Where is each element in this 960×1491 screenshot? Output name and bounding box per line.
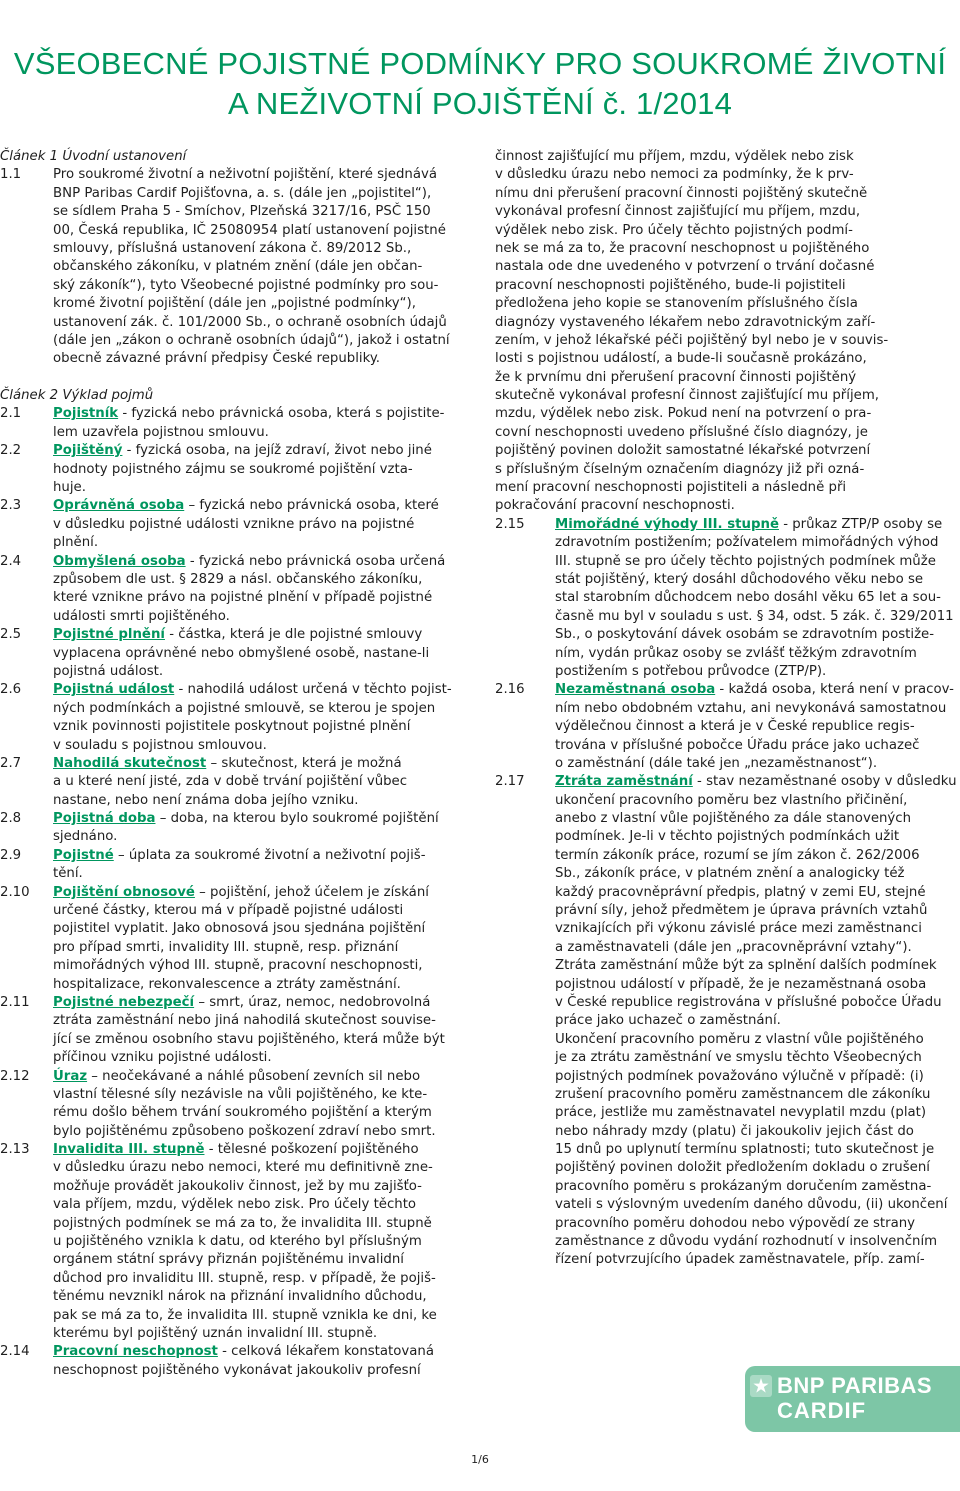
- definition-text: – pojištění, jehož účelem je získání: [194, 884, 429, 900]
- definition-line: [495, 516, 960, 534]
- paragraph-text: 00, Česká republika, IČ 25080954 platí ustanovení pojistné: [53, 222, 446, 238]
- definition-text: postižením s potřebou průvodce (ZTP/P).: [555, 663, 827, 679]
- definition-line: [495, 1233, 960, 1251]
- continued-line: s příslušným číselným označením diagnózy již při ozná-: [495, 461, 865, 477]
- definition-text: výdělečnou činnost a která je v České republice regis-: [555, 719, 915, 735]
- definition-text: - fyzická nebo právnická osoba určená: [185, 553, 446, 569]
- definition-text: - průkaz ZTP/P osoby se: [778, 516, 943, 532]
- definition-term: Pojištěný: [53, 443, 123, 459]
- definition-text: - fyzická osoba, na jejíž zdraví, život nebo jiné: [122, 443, 432, 459]
- definition-text: - nahodilá událost určená v těchto pojist-: [174, 682, 452, 698]
- definition-text: u pojištěného vznikla k datu, od kterého byl příslušným: [53, 1234, 422, 1250]
- definition-text: v souladu s pojistnou smlouvou.: [53, 737, 267, 753]
- definition-line: [495, 902, 960, 920]
- definition-text: ných podmínkách a pojistné smlouvě, se kterou je spojen: [53, 700, 436, 716]
- definition-line: [0, 479, 467, 497]
- paragraph-line: [0, 258, 467, 276]
- paragraph-text: se sídlem Praha 5 - Smíchov, Plzeňská 3217/16, PSČ 150: [53, 204, 431, 220]
- definition-text: – skutečnost, která je možná: [206, 755, 402, 771]
- definition-text: ztráta zaměstnání nebo jiná nahodilá skutečnost souvise-: [53, 1013, 436, 1029]
- definition-line: [0, 902, 467, 920]
- definition-line: [0, 424, 467, 442]
- definition-text: v České republice registrována v příslušné pobočce Úřadu: [555, 994, 942, 1010]
- definition-term: Invalidita III. stupně: [53, 1142, 205, 1158]
- definition-line: [0, 884, 467, 902]
- definition-text: Ztráta zaměstnání může být za splnění dalších podmínek: [555, 958, 937, 974]
- paragraph-line: [0, 295, 467, 313]
- definition-number: 2.9: [0, 847, 22, 863]
- definition-line: [495, 773, 960, 791]
- definition-text: práce, jestliže mu zaměstnavatel nevyplatil mzdu (plat): [555, 1105, 927, 1121]
- definition-line: [0, 1325, 467, 1343]
- document-title: [0, 44, 960, 124]
- definition-line: [495, 828, 960, 846]
- definition-text: pojištěný povinen doložit předložením dokladu o zrušení: [555, 1160, 930, 1176]
- definition-text: mimořádných výhod III. stupně, pracovní neschopnosti,: [53, 958, 423, 974]
- paragraph-line: [0, 203, 467, 221]
- definition-text: - částka, která je dle pojistné smlouvy: [164, 627, 423, 643]
- definition-line: [495, 589, 960, 607]
- definition-number: 2.17: [495, 774, 525, 790]
- definition-line: [0, 1049, 467, 1067]
- definition-text: pojistných podmínek považováno výlučně v případě: (i): [555, 1068, 924, 1084]
- article-1-heading: Článek 1 Úvodní ustanovení: [0, 149, 187, 164]
- spacer: [0, 369, 467, 387]
- definition-line: [495, 1012, 960, 1030]
- definition-text: Sb., o poskytování dávek osobám se zdravotním postiže-: [555, 627, 935, 643]
- definition-line: [0, 773, 467, 791]
- definition-line: [0, 442, 467, 460]
- article-2-heading: Článek 2 Výklad pojmů: [0, 388, 154, 404]
- definition-line: [0, 1233, 467, 1251]
- definition-line: [495, 847, 960, 865]
- definition-line: [0, 1251, 467, 1269]
- definition-line: [495, 1031, 960, 1049]
- definition-text: pojistnou událostí v případě, že je nezaměstnaná osoba: [555, 976, 927, 992]
- paragraph-text: (dále jen „zákon o ochraně osobních údajů“), jakož i ostatní: [53, 332, 450, 348]
- definition-line: [0, 792, 467, 810]
- definition-line: [495, 810, 960, 828]
- definition-line: [495, 1123, 960, 1141]
- definition-line: [495, 700, 960, 718]
- definition-line: [0, 1123, 467, 1141]
- definition-line: [495, 1141, 960, 1159]
- definition-text: huje.: [53, 480, 86, 496]
- definition-line: [495, 645, 960, 663]
- definition-line: [495, 957, 960, 975]
- definition-line: [495, 626, 960, 644]
- definition-line: [0, 1343, 467, 1361]
- definition-text: zrušení pracovního poměru zaměstnancem dle zákoníku: [555, 1086, 931, 1102]
- continued-line: pokračování pracovní neschopnosti.: [495, 498, 735, 514]
- definition-text: orgánem státní správy přiznán pojištěnému invalidní: [53, 1252, 404, 1268]
- paragraph-line: [0, 166, 467, 184]
- definition-line: [495, 1068, 960, 1086]
- definition-text: vznik povinnosti pojistitele poskytnout pojistné plnění: [53, 719, 411, 735]
- definition-line: [0, 405, 467, 423]
- definition-number: 2.6: [0, 682, 22, 698]
- definition-line: [495, 1215, 960, 1233]
- definition-number: 2.10: [0, 884, 30, 900]
- continued-line: mzdu, výdělek nebo zisk. Pokud není na potvrzení o pra-: [495, 406, 872, 422]
- definition-term: Úraz: [53, 1068, 88, 1084]
- definition-line: [0, 994, 467, 1012]
- definition-text: o zaměstnání (dále také jen „nezaměstnanost“).: [555, 755, 878, 771]
- definition-text: 15 dnů po uplynutí termínu splatnosti; tuto skutečnost je: [555, 1142, 935, 1158]
- definition-text: důchod pro invaliditu III. stupně, resp. v případě, že pojiš-: [53, 1270, 436, 1286]
- star-logo-icon: [750, 1375, 772, 1397]
- document-title-line-1: VŠEOBECNÉ POJISTNÉ PODMÍNKY PRO SOUKROMÉ ŽIVOTNÍ: [13, 46, 947, 81]
- definition-line: [495, 553, 960, 571]
- paragraph-line: [0, 240, 467, 258]
- definition-text: ním, vydán průkaz osoby se zvlášť těžkým zdravotním: [555, 645, 917, 661]
- definition-line: [0, 1031, 467, 1049]
- definition-text: v důsledku úrazu nebo nemoci, které mu definitivně zne-: [53, 1160, 433, 1176]
- definition-line: [0, 681, 467, 699]
- definition-text: – fyzická nebo právnická osoba, které: [184, 498, 439, 514]
- paragraph-line: [0, 350, 467, 368]
- definition-number: 2.2: [0, 443, 22, 459]
- continued-line: v důsledku úrazu nebo nemoci za podmínky, že k prv-: [495, 167, 854, 183]
- definition-text: zaměstnance z důvodu vydání rozhodnutí v insolvenčním: [555, 1234, 938, 1250]
- paragraph-line: [0, 332, 467, 350]
- definition-line: [0, 1196, 467, 1214]
- definition-line: [0, 920, 467, 938]
- continued-line: nastala ode dne uvedeného v potvrzení o trvání dočasné: [495, 259, 875, 275]
- definition-line: [495, 792, 960, 810]
- definition-number: 2.5: [0, 627, 22, 643]
- definition-line: [0, 1086, 467, 1104]
- definition-line: [495, 1196, 960, 1214]
- definition-line: [0, 957, 467, 975]
- definition-text: pracovního poměru s prokázaným doručením zaměstna-: [555, 1178, 932, 1194]
- definition-line: [0, 516, 467, 534]
- definition-text: plnění.: [53, 535, 99, 551]
- definition-text: vala příjem, mzdu, výdělek nebo zisk. Pro účely těchto: [53, 1197, 417, 1213]
- definition-line: [0, 718, 467, 736]
- definition-text: časně mu byl v souladu s ust. § 34, odst. 5 zák. č. 329/2011: [555, 608, 954, 624]
- definition-line: [495, 608, 960, 626]
- definition-term: Ztráta zaměstnání: [555, 774, 693, 790]
- paragraph-number: 1.1: [0, 167, 22, 183]
- definition-text: stát pojištěný, který dosáhl důchodového věku nebo se: [555, 571, 924, 587]
- left-column: [0, 148, 467, 1380]
- paragraph-line: [0, 277, 467, 295]
- definition-text: - každá osoba, která není v pracov-: [715, 682, 954, 698]
- definition-line: [0, 865, 467, 883]
- definition-text: neschopnost pojištěného vykonávat jakoukoliv profesní: [53, 1362, 421, 1378]
- definition-line: [0, 645, 467, 663]
- definition-line: [495, 994, 960, 1012]
- definition-text: každý pracovněprávní předpis, platný v zemi EU, stejné: [555, 884, 926, 900]
- definition-text: nebo náhrady mzdy (platu) či jakoukoliv jejich část do: [555, 1123, 914, 1139]
- definition-line: [0, 589, 467, 607]
- paragraph-text: obecně závazné právní předpisy České republiky.: [53, 351, 381, 367]
- definition-line: [0, 1068, 467, 1086]
- paragraph-text: kromé životní pojištění (dále jen „pojistné podmínky“),: [53, 296, 416, 312]
- definition-number: 2.7: [0, 755, 22, 771]
- definition-line: [0, 1270, 467, 1288]
- definition-text: těnému nevznikl nárok na přiznání invalidního důchodu,: [53, 1289, 427, 1305]
- definition-line: [495, 534, 960, 552]
- document-title-line-2: A NEŽIVOTNÍ POJIŠTĚNÍ č. 1/2014: [227, 86, 733, 121]
- definition-text: sjednáno.: [53, 829, 118, 845]
- definition-line: [0, 1362, 467, 1380]
- definition-text: řízení potvrzujícího úpadek zaměstnavatele, příp. zamí-: [555, 1252, 925, 1268]
- definition-text: – smrt, úraz, nemoc, nedobrovolná: [194, 994, 431, 1010]
- definition-line: [0, 571, 467, 589]
- definition-number: 2.3: [0, 498, 22, 514]
- definition-line: [0, 1104, 467, 1122]
- definition-line: [495, 865, 960, 883]
- paragraph-text: občanského zákoníku, v platném znění (dále jen občan-: [53, 259, 423, 275]
- definition-term: Pojištění obnosové: [53, 884, 195, 900]
- definition-text: bylo pojištěnému způsobeno poškození zdraví nebo smrt.: [53, 1123, 436, 1139]
- definition-line: [495, 1104, 960, 1122]
- definition-text: práce jako uchazeč o zaměstnání.: [555, 1013, 781, 1029]
- definition-text: ukončení pracovního poměru bez vlastního přičinění,: [555, 792, 908, 808]
- definition-text: – úplata za soukromé životní a neživotní pojiš-: [113, 847, 426, 863]
- definition-line: [0, 828, 467, 846]
- definition-text: pojistná událost.: [53, 663, 164, 679]
- continued-line: nek se má za to, že pracovní neschopnost u pojištěného: [495, 240, 870, 256]
- definition-line: [495, 920, 960, 938]
- definition-line: [495, 571, 960, 589]
- definition-line: [495, 1178, 960, 1196]
- definition-text: určené částky, kterou má v případě pojistné události: [53, 903, 404, 919]
- paragraph-line: [0, 222, 467, 240]
- continued-line: zením, v jehož lékařské péči pojištěný byl nebo je v souvis-: [495, 332, 889, 348]
- definition-line: [495, 718, 960, 736]
- definition-text: příčinou vzniku pojistné události.: [53, 1050, 272, 1066]
- definition-text: Ukončení pracovního poměru z vlastní vůle pojištěného: [555, 1031, 924, 1047]
- definition-line: [495, 681, 960, 699]
- definition-line: [495, 939, 960, 957]
- definition-line: [495, 755, 960, 773]
- definition-term: Nezaměstnaná osoba: [555, 682, 716, 698]
- definition-term: Pojistník: [53, 406, 119, 422]
- definition-text: jící se změnou osobního stavu pojištěného, která může být: [53, 1031, 445, 1047]
- paragraph-line: [0, 185, 467, 203]
- right-column: [495, 148, 960, 1270]
- continued-line: výdělek nebo zisk. Pro účely těchto pojistných podmí-: [495, 222, 853, 238]
- definition-text: termín zákoník práce, rozumí se jím zákon č. 262/2006: [555, 847, 920, 863]
- definition-text: - tělesné poškození pojištěného: [204, 1142, 419, 1158]
- definition-text: vlastní tělesné síly nezávisle na vůli pojištěného, ke kte-: [53, 1086, 428, 1102]
- definition-text: pojistných podmínek se má za to, že invalidita III. stupně: [53, 1215, 432, 1231]
- paragraph-text: Pro soukromé životní a neživotní pojištění, které sjednává: [53, 167, 438, 183]
- definition-term: Pracovní neschopnost: [53, 1344, 218, 1360]
- continued-line: skutečně vykonával profesní činnost zajišťující mu příjem,: [495, 388, 880, 404]
- definition-number: 2.8: [0, 811, 22, 827]
- definition-text: vznikajících při výkonu závislé práce mezi zaměstnanci: [555, 921, 922, 937]
- continued-line: pojištěný povinen doložit samostatné lékařské potvrzení: [495, 443, 871, 459]
- definition-line: [495, 1251, 960, 1269]
- definition-line: [0, 700, 467, 718]
- definition-text: události smrti pojištěného.: [53, 608, 230, 624]
- definition-number: 2.1: [0, 406, 22, 422]
- definition-line: [0, 847, 467, 865]
- definition-number: 2.12: [0, 1068, 30, 1084]
- definition-text: zdravotním postižením; požívatelem mimořádných výhod: [555, 535, 939, 551]
- definition-text: právní síly, jehož předmětem je úprava právních vztahů: [555, 903, 928, 919]
- definition-text: – neočekávané a náhlé působení zevních sil nebo: [87, 1068, 421, 1084]
- bnp-paribas-cardif-logo: [745, 1366, 960, 1432]
- definition-text: Sb., zákoník práce, v platném znění a analogicky též: [555, 866, 905, 882]
- definition-term: Pojistné plnění: [53, 627, 165, 643]
- definition-text: anebo z vlastní vůle pojištěného za dále stanovených: [555, 811, 912, 827]
- definition-term: Pojistné nebezpečí: [53, 994, 195, 1010]
- continued-line: předložena jeho kopie se stanovením příslušného čísla: [495, 296, 858, 312]
- definition-text: nastane, nebo není známa doba jejího vzniku.: [53, 792, 359, 808]
- definition-line: [0, 608, 467, 626]
- definition-line: [495, 1049, 960, 1067]
- definition-text: a u které není jisté, zda v době trvání pojištění vůbec: [53, 774, 408, 790]
- definition-number: 2.16: [495, 682, 525, 698]
- definition-text: - stav nezaměstnané osoby v důsledku: [692, 774, 957, 790]
- definition-text: pracovního poměru dohodou nebo výpovědí ze strany: [555, 1215, 916, 1231]
- definition-line: [0, 1012, 467, 1030]
- paragraph-text: ský zákoník“), tyto Všeobecné pojistné podmínky pro sou-: [53, 277, 439, 293]
- definition-term: Obmyšlená osoba: [53, 553, 186, 569]
- continued-line: pracovní neschopnosti pojištěného, bude-li pojistiteli: [495, 277, 846, 293]
- definition-line: [0, 755, 467, 773]
- definition-line: [495, 737, 960, 755]
- definition-line: [0, 461, 467, 479]
- definition-line: [0, 497, 467, 515]
- definition-text: které vznikne právo na pojistné plnění v případě pojistné: [53, 590, 433, 606]
- definition-text: v důsledku pojistné události vznikne právo na pojistné: [53, 516, 415, 532]
- definition-line: [0, 1178, 467, 1196]
- definition-number: 2.14: [0, 1344, 30, 1360]
- definition-line: [0, 939, 467, 957]
- page-number: 1/6: [471, 1453, 489, 1466]
- definition-line: [495, 663, 960, 681]
- definition-line: [0, 626, 467, 644]
- definition-text: rému došlo během trvání soukromého pojištění a kterým: [53, 1105, 432, 1121]
- definition-line: [495, 1159, 960, 1177]
- definition-text: pak se má za to, že invalidita III. stupně vznikla ke dni, ke: [53, 1307, 437, 1323]
- definition-number: 2.13: [0, 1142, 30, 1158]
- definition-line: [0, 1288, 467, 1306]
- definition-text: pro případ smrti, invalidity III. stupně, resp. přiznání: [53, 939, 399, 955]
- definition-line: [495, 884, 960, 902]
- definition-line: [0, 1307, 467, 1325]
- definition-number: 2.11: [0, 994, 30, 1010]
- definition-number: 2.4: [0, 553, 22, 569]
- paragraph-line: [0, 314, 467, 332]
- definition-text: hodnoty pojistného zájmu se soukromé pojištění vzta-: [53, 461, 413, 477]
- paragraph-text: ustanovení zák. č. 101/2000 Sb., o ochraně osobních údajů: [53, 314, 447, 330]
- definition-line: [495, 976, 960, 994]
- continued-line: covní neschopnosti uvedeno příslušné číslo diagnózy, je: [495, 424, 868, 440]
- definition-text: vyplacena oprávněné nebo obmyšlené osobě, nastane-li: [53, 645, 430, 661]
- definition-line: [0, 553, 467, 571]
- definition-text: hospitalizace, rekonvalescence a ztráty zaměstnání.: [53, 976, 401, 992]
- continued-line: vykonával profesní činnost zajišťující mu příjem, mzdu,: [495, 204, 861, 220]
- definition-text: lem uzavřela pojistnou smlouvu.: [53, 424, 269, 440]
- continued-line: nímu dni přerušení pracovní činnosti pojištěný skutečně: [495, 185, 868, 201]
- definition-text: podmínek. Je-li v těchto pojistných podmínkách užit: [555, 829, 900, 845]
- definition-text: pojistitel vyplatit. Jako obnosová jsou sjednána pojištění: [53, 921, 426, 937]
- definition-text: možňuje provádět jakoukoliv činnost, jež by mu zajišťo-: [53, 1178, 422, 1194]
- definition-line: [0, 810, 467, 828]
- paragraph-text: BNP Paribas Cardif Pojišťovna, a. s. (dále jen „pojistitel“),: [53, 185, 432, 201]
- continued-line: činnost zajišťující mu příjem, mzdu, výdělek nebo zisk: [495, 149, 854, 164]
- definition-line: [0, 976, 467, 994]
- definition-line: [0, 737, 467, 755]
- definition-term: Pojistná událost: [53, 682, 175, 698]
- definition-text: III. stupně se pro účely těchto pojistných podmínek může: [555, 553, 936, 569]
- definition-text: a zaměstnavateli (dále jen „pracovněprávní vztahy“).: [555, 939, 912, 955]
- definition-text: – doba, na kterou bylo soukromé pojištění: [155, 811, 439, 827]
- definition-line: [0, 1215, 467, 1233]
- definition-term: Pojistné: [53, 847, 114, 863]
- definition-line: [0, 534, 467, 552]
- definition-line: [495, 1086, 960, 1104]
- definition-text: vateli s výslovným uvedením daného důvodu, (ii) ukončení: [555, 1197, 948, 1213]
- definition-number: 2.15: [495, 516, 525, 532]
- definition-line: [0, 1141, 467, 1159]
- definition-line: [0, 1159, 467, 1177]
- definition-line: [0, 663, 467, 681]
- definition-term: Mimořádné výhody III. stupně: [555, 516, 779, 532]
- continued-line: losti s pojistnou událostí, a bude-li současně prokázáno,: [495, 351, 867, 367]
- paragraph-text: smlouvy, příslušná ustanovení zákona č. 89/2012 Sb.,: [53, 240, 412, 256]
- definition-text: stal starobním důchodcem nebo dosáhl věku 65 let a sou-: [555, 590, 941, 606]
- continued-line: že k prvnímu dni přerušení pracovní činnosti pojištěný: [495, 369, 857, 385]
- definition-text: je za ztrátu zaměstnání ve smyslu těchto Všeobecných: [555, 1050, 922, 1066]
- logo-text-line-2: CARDIF: [777, 1398, 867, 1423]
- definition-term: Nahodilá skutečnost: [53, 755, 207, 771]
- definition-text: - celková lékařem konstatovaná: [217, 1344, 434, 1360]
- logo-text-line-1: BNP PARIBAS: [777, 1373, 933, 1398]
- continued-line: diagnózy vystaveného lékařem nebo zdravotnickým zaří-: [495, 314, 876, 330]
- definition-text: trována v příslušné pobočce Úřadu práce jako uchazeč: [555, 737, 920, 753]
- definition-text: - fyzická nebo právnická osoba, která s pojistite-: [118, 406, 445, 422]
- definition-text: tění.: [53, 866, 83, 882]
- definition-term: Oprávněná osoba: [53, 498, 185, 514]
- definition-text: způsobem dle ust. § 2829 a násl. občanského zákoníku,: [53, 571, 423, 587]
- definition-text: ním nebo obdobném vztahu, ani nevykonává samostatnou: [555, 700, 947, 716]
- continued-line: mení pracovní neschopnosti pojistiteli a následně při: [495, 480, 847, 496]
- definition-text: kterému byl pojištěný uznán invalidní III. stupně.: [53, 1326, 378, 1341]
- definition-term: Pojistná doba: [53, 811, 156, 827]
